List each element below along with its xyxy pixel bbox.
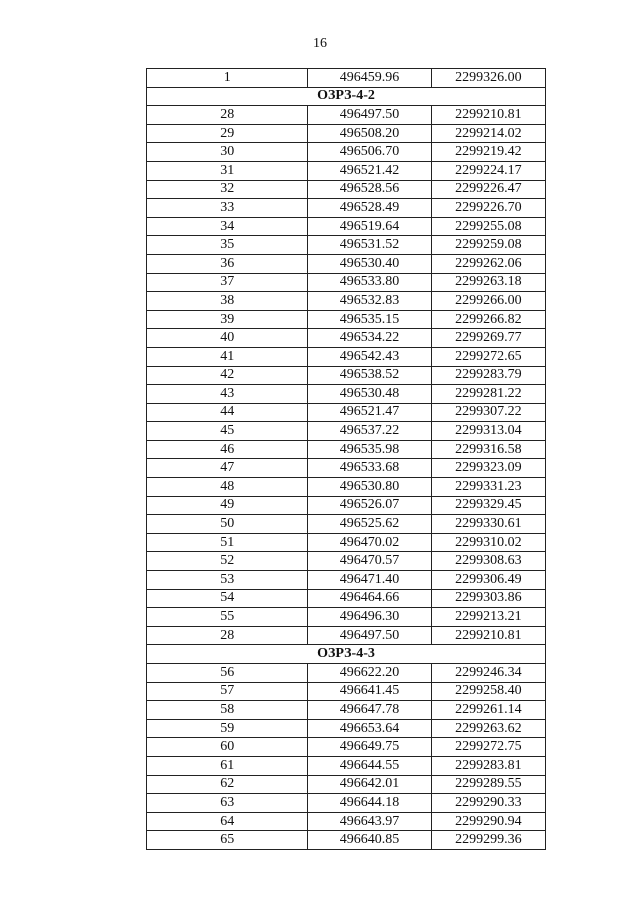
- x-coordinate-cell: 496506.70: [308, 143, 431, 162]
- x-coordinate-cell: 496470.02: [308, 533, 431, 552]
- point-number-cell: 65: [147, 831, 308, 850]
- point-number-cell: 43: [147, 385, 308, 404]
- point-number-cell: 53: [147, 571, 308, 590]
- x-coordinate-cell: 496459.96: [308, 69, 431, 88]
- y-coordinate-cell: 2299210.81: [431, 626, 545, 645]
- table-row: [147, 682, 546, 701]
- point-number-cell: 60: [147, 738, 308, 757]
- x-coordinate-cell: 496653.64: [308, 719, 431, 738]
- section-title: ОЗРЗ-4-3: [147, 645, 546, 664]
- x-coordinate-cell: 496496.30: [308, 608, 431, 627]
- table-row: [147, 106, 546, 125]
- table-row: [147, 459, 546, 478]
- table-row: [147, 180, 546, 199]
- y-coordinate-cell: 2299306.49: [431, 571, 545, 590]
- y-coordinate-cell: 2299263.18: [431, 273, 545, 292]
- y-coordinate-cell: 2299262.06: [431, 254, 545, 273]
- x-coordinate-cell: 496530.80: [308, 478, 431, 497]
- point-number-cell: 54: [147, 589, 308, 608]
- y-coordinate-cell: 2299290.33: [431, 794, 545, 813]
- point-number-cell: 62: [147, 775, 308, 794]
- x-coordinate-cell: 496533.68: [308, 459, 431, 478]
- table-row: [147, 329, 546, 348]
- point-number-cell: 50: [147, 515, 308, 534]
- y-coordinate-cell: 2299323.09: [431, 459, 545, 478]
- x-coordinate-cell: 496521.42: [308, 161, 431, 180]
- y-coordinate-cell: 2299224.17: [431, 161, 545, 180]
- y-coordinate-cell: 2299263.62: [431, 719, 545, 738]
- table-row: [147, 664, 546, 683]
- table-row: [147, 794, 546, 813]
- x-coordinate-cell: 496519.64: [308, 217, 431, 236]
- section-title: ОЗРЗ-4-2: [147, 87, 546, 106]
- x-coordinate-cell: 496528.49: [308, 199, 431, 218]
- table-row: [147, 812, 546, 831]
- y-coordinate-cell: 2299258.40: [431, 682, 545, 701]
- point-number-cell: 40: [147, 329, 308, 348]
- point-number-cell: 44: [147, 403, 308, 422]
- x-coordinate-cell: 496641.45: [308, 682, 431, 701]
- y-coordinate-cell: 2299303.86: [431, 589, 545, 608]
- point-number-cell: 39: [147, 310, 308, 329]
- point-number-cell: 59: [147, 719, 308, 738]
- point-number-cell: 49: [147, 496, 308, 515]
- x-coordinate-cell: 496532.83: [308, 292, 431, 311]
- point-number-cell: 46: [147, 440, 308, 459]
- table-row: [147, 143, 546, 162]
- y-coordinate-cell: 2299299.36: [431, 831, 545, 850]
- table-row: [147, 403, 546, 422]
- table-row: [147, 719, 546, 738]
- y-coordinate-cell: 2299281.22: [431, 385, 545, 404]
- point-number-cell: 47: [147, 459, 308, 478]
- table-row: [147, 254, 546, 273]
- point-number-cell: 57: [147, 682, 308, 701]
- y-coordinate-cell: 2299289.55: [431, 775, 545, 794]
- point-number-cell: 41: [147, 347, 308, 366]
- table-row: [147, 552, 546, 571]
- x-coordinate-cell: 496528.56: [308, 180, 431, 199]
- y-coordinate-cell: 2299272.65: [431, 347, 545, 366]
- table-row: [147, 478, 546, 497]
- point-number-cell: 38: [147, 292, 308, 311]
- table-row: [147, 69, 546, 88]
- x-coordinate-cell: 496537.22: [308, 422, 431, 441]
- y-coordinate-cell: 2299266.00: [431, 292, 545, 311]
- point-number-cell: 45: [147, 422, 308, 441]
- y-coordinate-cell: 2299246.34: [431, 664, 545, 683]
- table-row: [147, 236, 546, 255]
- point-number-cell: 64: [147, 812, 308, 831]
- y-coordinate-cell: 2299226.70: [431, 199, 545, 218]
- y-coordinate-cell: 2299316.58: [431, 440, 545, 459]
- table-row: [147, 124, 546, 143]
- y-coordinate-cell: 2299255.08: [431, 217, 545, 236]
- x-coordinate-cell: 496644.55: [308, 756, 431, 775]
- x-coordinate-cell: 496533.80: [308, 273, 431, 292]
- table-row: [147, 756, 546, 775]
- point-number-cell: 48: [147, 478, 308, 497]
- table-row: [147, 347, 546, 366]
- y-coordinate-cell: 2299269.77: [431, 329, 545, 348]
- x-coordinate-cell: 496649.75: [308, 738, 431, 757]
- y-coordinate-cell: 2299310.02: [431, 533, 545, 552]
- table-row: [147, 292, 546, 311]
- x-coordinate-cell: 496538.52: [308, 366, 431, 385]
- coordinates-table-body: [147, 69, 546, 850]
- table-row: [147, 589, 546, 608]
- table-row: [147, 515, 546, 534]
- table-row: [147, 626, 546, 645]
- x-coordinate-cell: 496521.47: [308, 403, 431, 422]
- table-row: [147, 422, 546, 441]
- x-coordinate-cell: 496508.20: [308, 124, 431, 143]
- table-row: [147, 440, 546, 459]
- section-header-row: [147, 645, 546, 664]
- x-coordinate-cell: 496525.62: [308, 515, 431, 534]
- point-number-cell: 30: [147, 143, 308, 162]
- x-coordinate-cell: 496642.01: [308, 775, 431, 794]
- table-row: [147, 831, 546, 850]
- x-coordinate-cell: 496542.43: [308, 347, 431, 366]
- y-coordinate-cell: 2299210.81: [431, 106, 545, 125]
- x-coordinate-cell: 496643.97: [308, 812, 431, 831]
- y-coordinate-cell: 2299283.79: [431, 366, 545, 385]
- point-number-cell: 35: [147, 236, 308, 255]
- y-coordinate-cell: 2299329.45: [431, 496, 545, 515]
- point-number-cell: 61: [147, 756, 308, 775]
- page-number: 16: [313, 36, 327, 51]
- point-number-cell: 32: [147, 180, 308, 199]
- point-number-cell: 56: [147, 664, 308, 683]
- x-coordinate-cell: 496531.52: [308, 236, 431, 255]
- table-row: [147, 199, 546, 218]
- table-row: [147, 701, 546, 720]
- y-coordinate-cell: 2299307.22: [431, 403, 545, 422]
- y-coordinate-cell: 2299261.14: [431, 701, 545, 720]
- x-coordinate-cell: 496470.57: [308, 552, 431, 571]
- point-number-cell: 58: [147, 701, 308, 720]
- point-number-cell: 42: [147, 366, 308, 385]
- table-row: [147, 775, 546, 794]
- y-coordinate-cell: 2299259.08: [431, 236, 545, 255]
- table-row: [147, 385, 546, 404]
- point-number-cell: 55: [147, 608, 308, 627]
- table-row: [147, 608, 546, 627]
- x-coordinate-cell: 496530.40: [308, 254, 431, 273]
- y-coordinate-cell: 2299313.04: [431, 422, 545, 441]
- x-coordinate-cell: 496534.22: [308, 329, 431, 348]
- y-coordinate-cell: 2299330.61: [431, 515, 545, 534]
- point-number-cell: 52: [147, 552, 308, 571]
- x-coordinate-cell: 496526.07: [308, 496, 431, 515]
- table-row: [147, 738, 546, 757]
- point-number-cell: 37: [147, 273, 308, 292]
- table-row: [147, 571, 546, 590]
- x-coordinate-cell: 496640.85: [308, 831, 431, 850]
- x-coordinate-cell: 496644.18: [308, 794, 431, 813]
- point-number-cell: 63: [147, 794, 308, 813]
- point-number-cell: 29: [147, 124, 308, 143]
- y-coordinate-cell: 2299226.47: [431, 180, 545, 199]
- y-coordinate-cell: 2299283.81: [431, 756, 545, 775]
- coordinates-table: [146, 68, 546, 850]
- table-row: [147, 161, 546, 180]
- y-coordinate-cell: 2299331.23: [431, 478, 545, 497]
- point-number-cell: 33: [147, 199, 308, 218]
- y-coordinate-cell: 2299214.02: [431, 124, 545, 143]
- x-coordinate-cell: 496647.78: [308, 701, 431, 720]
- y-coordinate-cell: 2299266.82: [431, 310, 545, 329]
- table-row: [147, 366, 546, 385]
- x-coordinate-cell: 496497.50: [308, 106, 431, 125]
- point-number-cell: 36: [147, 254, 308, 273]
- point-number-cell: 28: [147, 626, 308, 645]
- point-number-cell: 1: [147, 69, 308, 88]
- x-coordinate-cell: 496464.66: [308, 589, 431, 608]
- x-coordinate-cell: 496535.15: [308, 310, 431, 329]
- point-number-cell: 28: [147, 106, 308, 125]
- point-number-cell: 34: [147, 217, 308, 236]
- y-coordinate-cell: 2299272.75: [431, 738, 545, 757]
- point-number-cell: 51: [147, 533, 308, 552]
- y-coordinate-cell: 2299326.00: [431, 69, 545, 88]
- x-coordinate-cell: 496497.50: [308, 626, 431, 645]
- table-row: [147, 533, 546, 552]
- x-coordinate-cell: 496622.20: [308, 664, 431, 683]
- y-coordinate-cell: 2299290.94: [431, 812, 545, 831]
- table-row: [147, 217, 546, 236]
- table-row: [147, 496, 546, 515]
- y-coordinate-cell: 2299308.63: [431, 552, 545, 571]
- x-coordinate-cell: 496530.48: [308, 385, 431, 404]
- point-number-cell: 31: [147, 161, 308, 180]
- y-coordinate-cell: 2299219.42: [431, 143, 545, 162]
- y-coordinate-cell: 2299213.21: [431, 608, 545, 627]
- table-row: [147, 273, 546, 292]
- table-row: [147, 310, 546, 329]
- x-coordinate-cell: 496535.98: [308, 440, 431, 459]
- section-header-row: [147, 87, 546, 106]
- x-coordinate-cell: 496471.40: [308, 571, 431, 590]
